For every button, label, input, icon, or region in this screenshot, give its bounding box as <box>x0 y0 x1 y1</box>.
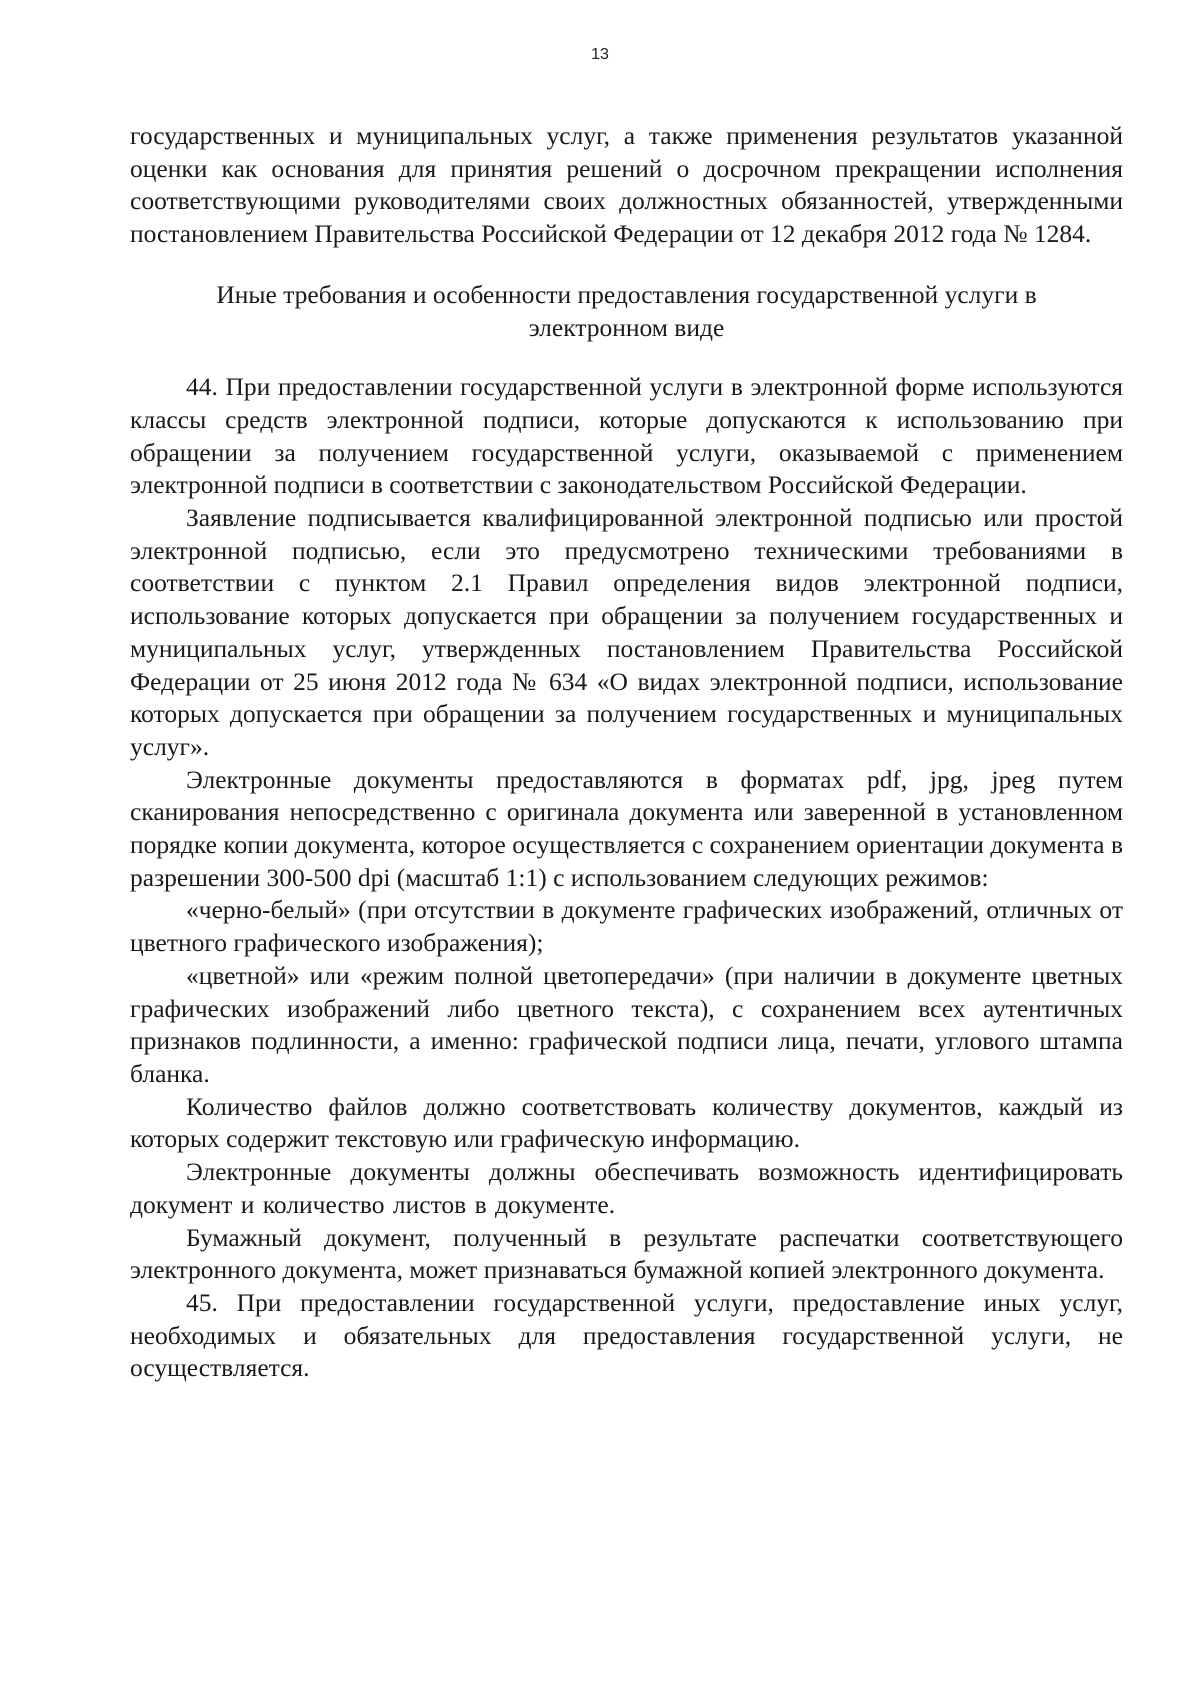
paragraph-file-count: Количество файлов должно соответствовать количеству документов, каждый из которых содержит текстовую или графическую информацию. <box>130 1091 1123 1154</box>
section-heading-line-2: электронном виде <box>528 312 725 342</box>
paragraph-44: 44. При предоставлении государственной услуги в электронной форме используются классы средств электронной подписи, которые допускаются к использованию при обращении за получением государственной услуги, оказываемой с применением электронной подписи в соответствии с законодательством Российской Федерации. <box>130 372 1123 500</box>
section-heading-line-1: Иные требования и особенности предоставления государственной услуги в <box>216 279 1037 309</box>
section-heading <box>130 279 1123 344</box>
document-body <box>130 120 1123 1385</box>
paragraph-bw-mode: «черно-белый» (при отсутствии в документе графических изображений, отличных от цветного графического изображения); <box>130 895 1123 958</box>
paragraph-identification: Электронные документы должны обеспечивать возможность идентифицировать документ и количество листов в документе. <box>130 1157 1123 1219</box>
page-number: 13 <box>591 46 609 63</box>
paragraph-document-formats: Электронные документы предоставляются в форматах pdf, jpg, jpeg путем сканирования непосредственно с оригинала документа или заверенной в установленном порядке копии документа, которое осуществляется с сохранением ориентации документа в разрешении 300-500 dpi (масштаб 1:1) с использованием следующих режимов: <box>130 764 1123 892</box>
paragraph-paper-copy: Бумажный документ, полученный в результате распечатки соответствующего электронного документа, может признаваться бумажной копией электронного документа. <box>130 1222 1123 1285</box>
intro-paragraph: государственных и муниципальных услуг, а также применения результатов указанной оценки как основания для принятия решений о досрочном прекращении исполнения соответствующими руководителями своих должностных обязанностей, утвержденными постановлением Правительства Российской Федерации от 12 декабря 2012 года № 1284. <box>130 121 1123 249</box>
paragraph-signature-requirements: Заявление подписывается квалифицированной электронной подписью или простой электронной подписью, если это предусмотрено техническими требованиями в соответствии с пунктом 2.1 Правил определения видов электронной подписи, использование которых допускается при обращении за получением государственных и муниципальных услуг, утвержденных постановлением Правительства Российской Федерации от 25 июня 2012 года № 634 «О видах электронной подписи, использование которых допускается при обращении за получением государственных и муниципальных услуг». <box>130 503 1123 761</box>
paragraph-45: 45. При предоставлении государственной услуги, предоставление иных услуг, необходимых и обязательных для предоставления государственной услуги, не осуществляется. <box>130 1287 1123 1383</box>
paragraph-color-mode: «цветной» или «режим полной цветопередачи» (при наличии в документе цветных графических изображений либо цветного текста), с сохранением всех аутентичных признаков подлинности, а именно: графической подписи лица, печати, углового штампа бланка. <box>130 960 1123 1088</box>
